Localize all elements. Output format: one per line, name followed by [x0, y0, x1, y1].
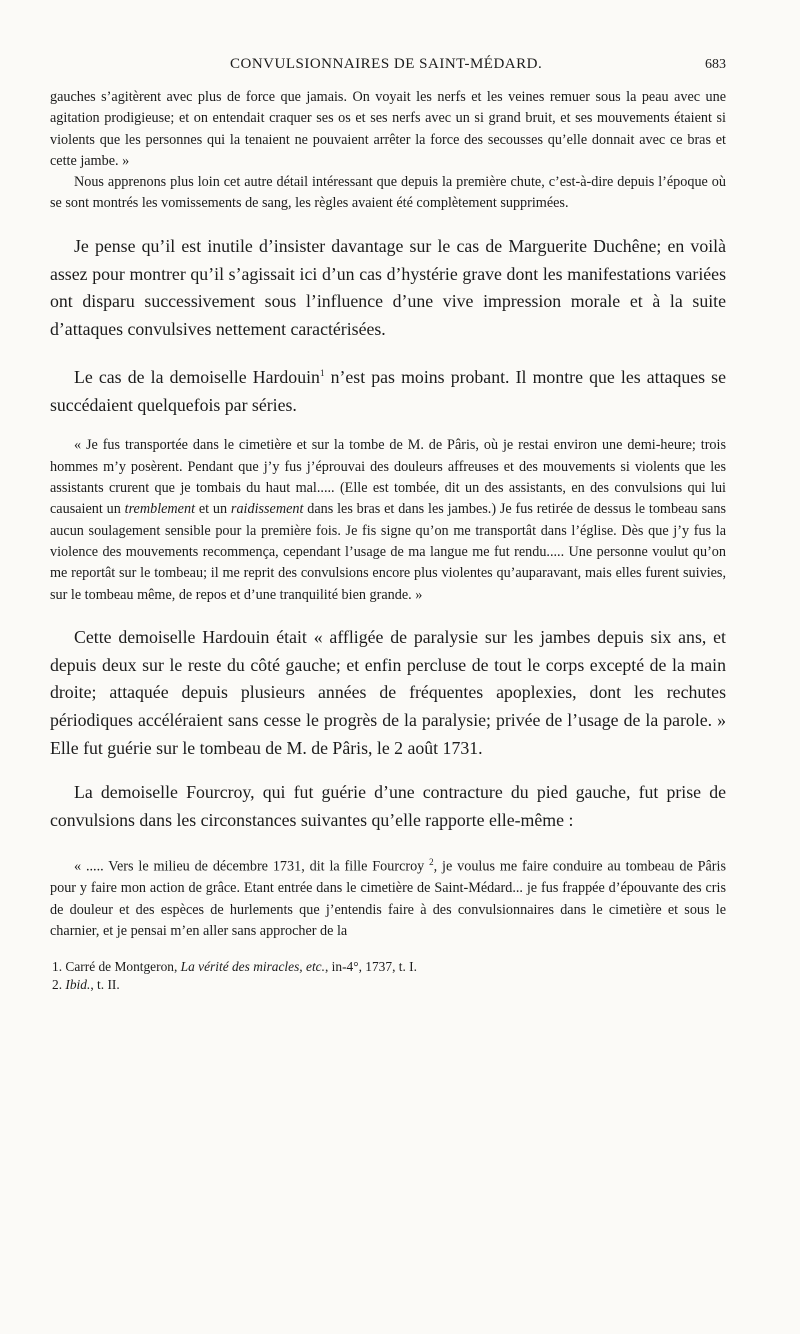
footnote-2-title: Ibid.: [65, 977, 91, 993]
footnote-2-after: , t. II.: [90, 977, 120, 993]
footnote-ref-1: 1: [319, 367, 325, 378]
footnote-2-mark: 2.: [52, 977, 63, 993]
footnote-ref-2: 2: [429, 857, 434, 868]
paragraph-hardouin-intro: [50, 360, 726, 420]
running-head: [230, 56, 726, 73]
term-raidissement: raidissement: [230, 501, 304, 518]
footnote-1-title: La vérité des miracles, etc.: [180, 959, 325, 975]
quote-fourcroy-before: « ..... Vers le milieu de décembre 1731, dit la fille Fourcroy: [74, 859, 430, 876]
quote-hardouin: [50, 435, 726, 605]
quote-hardouin-part2: et un: [195, 501, 231, 518]
paragraph-fourcroy-intro: La demoiselle Fourcroy, qui fut guérie d’une contracture du pied gauche, fut prise de convulsions dans les circonstances suivantes qu’elle rapporte elle-même :: [50, 781, 726, 830]
quote-continuation: gauches s’agitèrent avec plus de force que jamais. On voyait les nerfs et les veines remuer sous la peau avec une agitation prodigieuse; et on entendait craquer ses os et ses nerfs avec un si grand bruit, et ses mouvements étaient si violents que les personnes qui la tenaient ne pouvaient arrêter la force des secousses qu’elle donnait avec ce bras et cette jambe. »: [50, 89, 726, 169]
paragraph-rules-suppressed: Nous apprenons plus loin cet autre détail intéressant que depuis la première chute, c’est-à-dire depuis l’époque où se sont montrés les vomissements de sang, les règles avaient été complètement supprimées.: [50, 174, 726, 212]
quote-hardouin-part3: dans les bras et dans les jambes.) Je fus retirée de dessus le tombeau sans aucun soulagement sensible pour la première fois. Je fis signe qu’on me transportât dans l’église. Dès que j’y fus la violence des mouvements recommença, cependant l’usage de ma langue me fut rendu..... Une personne voulut qu’on me reportât sur le tombeau; il me reprit des convulsions encore plus violentes qu’auparavant, mais elles furent suivies, sur le tombeau même, de repos et d’une tranquilité bien grande. »: [50, 501, 726, 603]
footnotes: [50, 958, 726, 994]
hardouin-intro-after: n’est pas moins probant. Il montre que les attaques se succédaient quelquefois par séries.: [50, 366, 726, 415]
footnote-2: [52, 976, 726, 994]
quote-hardouin-part1: « Je fus transportée dans le cimetière et sur la tombe de M. de Pâris, où je restai environ une demi-heure; trois hommes m’y posèrent. Pendant que j’y fus j’éprouvai des douleurs affreuses et des mouvements si violents que les assistants crurent que je tombais du haut mal..... (Elle est tombée, dit un des assistants, en des convulsions qui lui causaient un: [50, 437, 726, 518]
footnote-1-before: Carré de Montgeron,: [62, 959, 181, 975]
quote-fourcroy: [50, 852, 726, 942]
hardouin-intro-before: Le cas de la demoiselle Hardouin: [74, 366, 320, 387]
running-title: CONVULSIONNAIRES DE SAINT-MÉDARD.: [230, 56, 543, 72]
paragraph-hardouin-condition: Cette demoiselle Hardouin était « affligée de paralysie sur les jambes depuis six ans, et depuis deux sur le reste du côté gauche; et enfin percluse de tout le corps excepté de la main droite; attaquée depuis plusieurs années de fréquentes apoplexies, dont les rechutes périodiques accéléraient sans cesse le progrès de la paralysie; privée de l’usage de la parole. » Elle fut guérie sur le tombeau de M. de Pâris, le 2 août 1731.: [50, 626, 726, 759]
quote-fourcroy-after: , je voulus me faire conduire au tombeau de Pâris pour y faire mon action de grâce. Etant entrée dans le cimetière de Saint-Médard... je fus frappée d’épouvante des cris de douleur et des espèces de hurlements que j’entendis faire à des convulsionnaires dans le cimetière et sous le charnier, et je pensai m’en aller sans approcher de la: [50, 859, 726, 940]
paragraph-duchene-conclusion: Je pense qu’il est inutile d’insister davantage sur le cas de Marguerite Duchêne; en voilà assez pour montrer qu’il s’agissait ici d’un cas d’hystérie grave dont les manifestations variées ont disparu successivement sous l’influence d’une vive impression morale et à la suite d’attaques convulsives nettement caractérisées.: [50, 235, 726, 340]
footnote-1-mark: 1.: [52, 959, 63, 975]
footnote-1-after: , in-4°, 1737, t. I.: [324, 959, 417, 975]
term-tremblement: tremblement: [124, 501, 196, 518]
footnote-1: [52, 958, 726, 976]
page-number: 683: [705, 57, 726, 72]
